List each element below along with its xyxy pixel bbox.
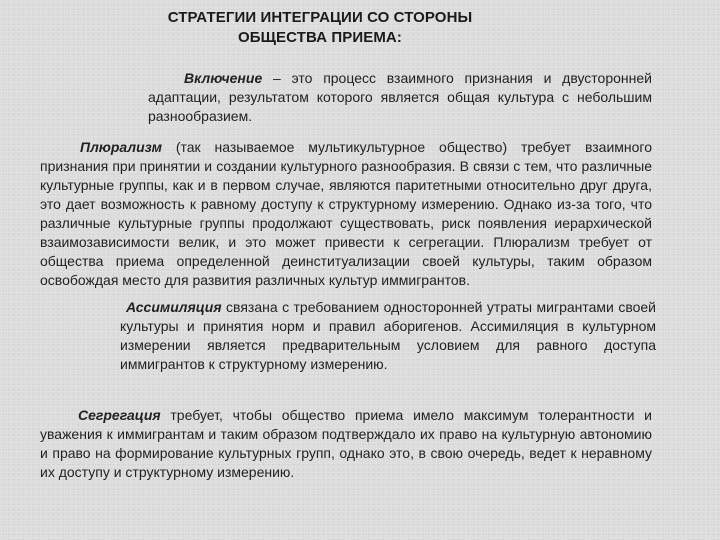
term-segregation: Сегрегация [78,407,161,423]
pluralism-text: (так называемое мультикультурное общество) требует взаимного признания при принятии и создании культурного разнообразия. В связи с тем, что различные культурные группы, как и в первом случае, являются паритетными относительно друг друга, это дает возможность к равному доступу к структурному измерению. Однако из-за того, что различные культурные группы продолжают существовать, риск появления иерархической взаимозависимости велик, и это может привести к сегрегации. Плюрализм требует от общества приема определенной деинституализации своей культуры, таким образом освобождая место для развития различных культур иммигрантов. [40,139,652,288]
segregation-text: требует, чтобы общество приема имело максимум толерантности и уважения к иммигрантам и таким образом подтверждало их право на культурную автономию и право на формирование культурных групп, однако это, в свою очередь, ведет к неравному их доступу и структурному измерению. [40,407,652,480]
paragraph-pluralism [40,138,652,290]
assimilation-text: связана с требованием односторонней утраты мигрантами своей культуры и принятия норм и правил аборигенов. Ассимиляция в культурном измерении является предварительным условием для равного доступа иммигрантов к структурному измерению. [120,299,656,372]
term-pluralism: Плюрализм [80,139,162,155]
inclusion-text: – это процесс взаимного признания и двусторонней адаптации, результатом которого является общая культура с небольшим разнообразием. [148,70,652,124]
paragraph-inclusion [148,69,652,126]
paragraph-segregation [40,406,652,482]
term-inclusion: Включение [184,70,263,86]
paragraph-assimilation [120,298,656,374]
term-assimilation: Ассимиляция [126,299,222,315]
slide-title-line-1: СТРАТЕГИИ ИНТЕГРАЦИИ СО СТОРОНЫ [167,9,473,26]
slide-title [150,8,490,48]
slide-title-line-2: ОБЩЕСТВА ПРИЕМА: [238,29,402,46]
